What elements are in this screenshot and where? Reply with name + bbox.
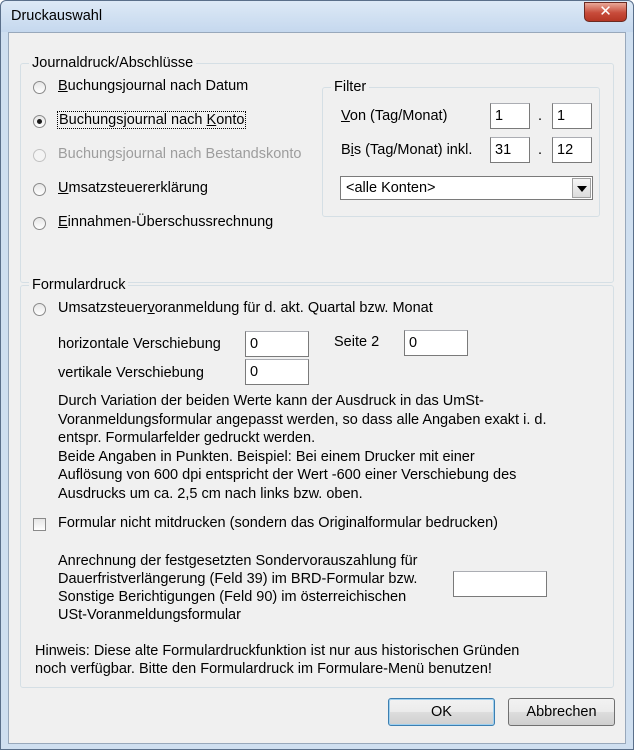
window-title: Druckauswahl [11, 8, 103, 24]
checkbox-box[interactable] [33, 518, 46, 531]
chevron-down-icon[interactable] [572, 178, 591, 198]
hinweis-line: Hinweis: Diese alte Formulardruckfunktion ist nur aus historischen Gründen [35, 643, 520, 659]
von-label: Von (Tag/Monat) [341, 108, 448, 124]
bis-label: Bis (Tag/Monat) inkl. [341, 142, 473, 158]
von-monat-input[interactable]: 1 [552, 103, 592, 129]
radio-circle-selected[interactable] [33, 115, 46, 128]
filter-group [322, 79, 600, 217]
radio-einnahmen-ueberschuss-label: Einnahmen-Überschussrechnung [58, 214, 274, 230]
vertikal-input[interactable]: 0 [245, 359, 309, 385]
vertikal-label: vertikale Verschiebung [58, 365, 204, 381]
anrechnung-input[interactable] [453, 571, 547, 597]
info-line: Voranmeldungsformular angepasst werden, so dass alle Angaben exakt i. d. [58, 411, 547, 428]
horizontal-label: horizontale Verschiebung [58, 336, 221, 352]
von-separator: . [538, 108, 543, 124]
title-bar[interactable] [1, 1, 633, 32]
hinweis-text [35, 642, 519, 678]
cancel-button[interactable]: Abbrechen [508, 698, 615, 726]
anrechnung-line: Anrechnung der festgesetzten Sondervorauszahlung für [58, 553, 418, 569]
konten-select[interactable] [340, 176, 593, 200]
ok-button[interactable]: OK [388, 698, 495, 726]
journal-group-legend: Journaldruck/Abschlüsse [29, 54, 196, 72]
seite2-label: Seite 2 [334, 334, 380, 350]
radio-journal-datum-label: Buchungsjournal nach Datum [58, 78, 249, 94]
formular-group [20, 277, 614, 688]
dialog-body [8, 32, 626, 744]
radio-circle-disabled [33, 149, 46, 162]
journal-group [20, 55, 614, 283]
bis-tag-input[interactable]: 31 [490, 137, 530, 163]
anrechnung-text [58, 552, 418, 624]
nicht-mitdrucken-label: Formular nicht mitdrucken (sondern das Originalformular bedrucken) [58, 515, 499, 531]
radio-umsatzsteuererklaerung-label: Umsatzsteuererklärung [58, 180, 208, 196]
info-line: entspr. Formularfelder gedruckt werden. [58, 430, 316, 446]
radio-journal-bestandskonto-label: Buchungsjournal nach Bestandskonto [58, 146, 302, 162]
von-tag-input[interactable]: 1 [490, 103, 530, 129]
anrechnung-line: USt-Voranmeldungsformular [58, 607, 241, 623]
formular-group-legend: Formulardruck [29, 276, 128, 294]
konten-select-value: <alle Konten> [346, 180, 436, 196]
radio-circle[interactable] [33, 303, 46, 316]
info-line: Auflösung von 600 dpi entspricht der Wert -600 einer Verschiebung des [58, 467, 517, 483]
anrechnung-line: Sonstige Berichtigungen (Feld 90) im österreichischen [58, 589, 407, 605]
horizontal-input[interactable]: 0 [245, 331, 309, 357]
info-line: Beide Angaben in Punkten. Beispiel: Bei einem Drucker mit einer [58, 448, 475, 465]
info-line: Durch Variation der beiden Werte kann der Ausdruck in das UmSt- [58, 393, 484, 409]
radio-ust-voranmeldung-label: Umsatzsteuervoranmeldung für d. akt. Quartal bzw. Monat [58, 300, 433, 316]
hinweis-line: noch verfügbar. Bitte den Formulardruck im Formulare-Menü benutzen! [35, 661, 492, 677]
info-line: Ausdrucks um ca. 2,5 cm nach links bzw. oben. [58, 485, 363, 502]
filter-group-legend: Filter [331, 78, 369, 96]
close-icon[interactable]: ✕ [584, 2, 627, 22]
radio-journal-konto-label: Buchungsjournal nach Konto [59, 112, 245, 128]
radio-circle[interactable] [33, 81, 46, 94]
radio-circle[interactable] [33, 217, 46, 230]
radio-circle[interactable] [33, 183, 46, 196]
verschiebung-info-text [58, 392, 546, 503]
anrechnung-line: Dauerfristverlängerung (Feld 39) im BRD-Formular bzw. [58, 571, 418, 587]
bis-monat-input[interactable]: 12 [552, 137, 592, 163]
seite2-input[interactable]: 0 [404, 330, 468, 356]
bis-separator: . [538, 142, 543, 158]
